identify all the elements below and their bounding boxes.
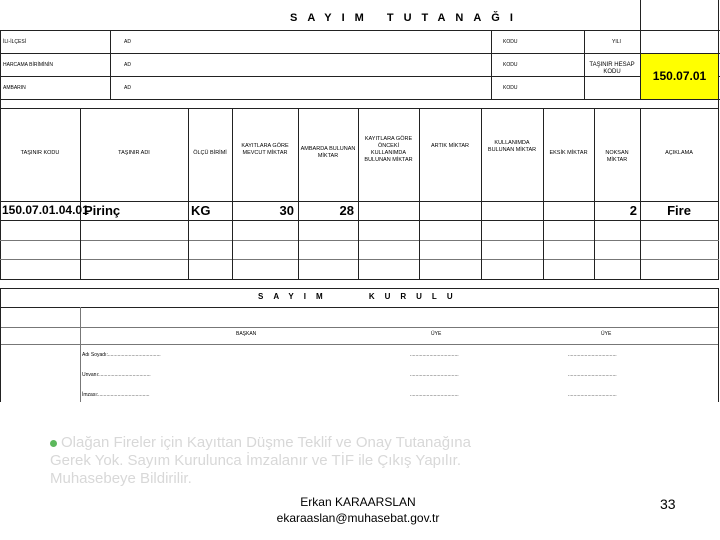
page-number: 33 xyxy=(660,496,676,512)
committee-dots: ................................... xyxy=(568,372,617,378)
col-header-tasinir-kodu: TAŞINIR KODU xyxy=(20,150,60,156)
row-olcu-birimi: KG xyxy=(191,203,211,218)
meta-kodu-il: KODU xyxy=(503,39,518,45)
row-tasinir-adi: Pirinç xyxy=(84,203,121,218)
col-header-aciklama: AÇIKLAMA xyxy=(665,150,693,156)
col-header-kayitlara-gore: KAYITLARA GÖRE MEVCUT MİKTAR xyxy=(241,143,289,156)
row-tasinir-kodu: 150.07.01.04.01 xyxy=(2,203,89,217)
col-header-onceki-kullanim: KAYITLARA GÖRE ÖNCEKİ KULLANIMDA BULUNAN MİKTAR xyxy=(364,136,413,163)
meta-yili: YILI xyxy=(612,39,621,45)
author-name: Erkan KARAARSLAN xyxy=(300,495,416,509)
bullet-dot-icon xyxy=(50,440,57,447)
bullet-line-3: Muhasebeye Bildirilir. xyxy=(50,470,192,487)
committee-dots: ................................... xyxy=(410,352,459,358)
meta-ad-il: AD xyxy=(124,39,131,45)
col-header-olcu-birimi: ÖLÇÜ BİRİMİ xyxy=(193,150,227,156)
bullet-line-2: Gerek Yok. Sayım Kurulunca İmzalanır ve TİF ile Çıkış Yapılır. xyxy=(50,452,462,469)
col-header-kullanimda: KULLANIMDA BULUNAN MİKTAR xyxy=(487,140,537,153)
meta-label-ambar: AMBARIN xyxy=(3,85,26,91)
meta-hesap-kodu-label: TAŞINIR HESAP KODU xyxy=(589,62,635,75)
meta-label-il: İLI-İLÇESİ xyxy=(3,39,27,45)
slide-footer xyxy=(258,494,458,526)
meta-label-harcama: HARCAMA BİRİMİNİN xyxy=(3,62,54,68)
slide-bullet xyxy=(50,434,471,488)
committee-uye2-header: ÜYE xyxy=(601,331,612,337)
committee-title: SAYIM KURULU xyxy=(258,292,463,301)
col-header-eksik: EKSİK MİKTAR xyxy=(549,150,588,156)
committee-dots: ................................... xyxy=(568,392,617,398)
hesap-kodu-box xyxy=(641,54,718,99)
meta-kodu-harcama: KODU xyxy=(503,62,518,68)
bullet-line-1: Olağan Fireler için Kayıttan Düşme Teklif ve Onay Tutanağına xyxy=(61,434,471,451)
committee-row-imza: İmzası:..................................... xyxy=(82,392,150,398)
hesap-kodu-value: 150.07.01 xyxy=(652,69,707,83)
form-title: SAYIM TUTANAĞI xyxy=(290,12,523,24)
meta-ad-ambar: AD xyxy=(124,85,131,91)
committee-row-adi: Adı Soyadı:...................................... xyxy=(82,352,161,358)
committee-uye1-header: ÜYE xyxy=(431,331,442,337)
meta-ad-harcama: AD xyxy=(124,62,131,68)
committee-row-unvan: Unvanı:..................................... xyxy=(82,372,151,378)
row-aciklama: Fire xyxy=(667,203,691,218)
col-header-ambarda-bulunan: AMBARDA BULUNAN MİKTAR xyxy=(300,146,356,159)
committee-dots: ................................... xyxy=(568,352,617,358)
committee-baskan-header: BAŞKAN xyxy=(236,331,257,337)
row-kayitlara-gore: 30 xyxy=(279,203,294,218)
row-noksan: 2 xyxy=(629,203,637,218)
committee-dots: ................................... xyxy=(410,392,459,398)
author-email: ekaraaslan@muhasebat.gov.tr xyxy=(276,511,440,525)
col-header-artik: ARTIK MİKTAR xyxy=(431,143,469,149)
col-header-tasinir-adi: TAŞINIR ADI xyxy=(118,150,150,156)
col-header-noksan: NOKSAN MİKTAR xyxy=(605,150,629,163)
row-ambarda-bulunan: 28 xyxy=(339,203,354,218)
meta-kodu-ambar: KODU xyxy=(503,85,518,91)
committee-dots: ................................... xyxy=(410,372,459,378)
